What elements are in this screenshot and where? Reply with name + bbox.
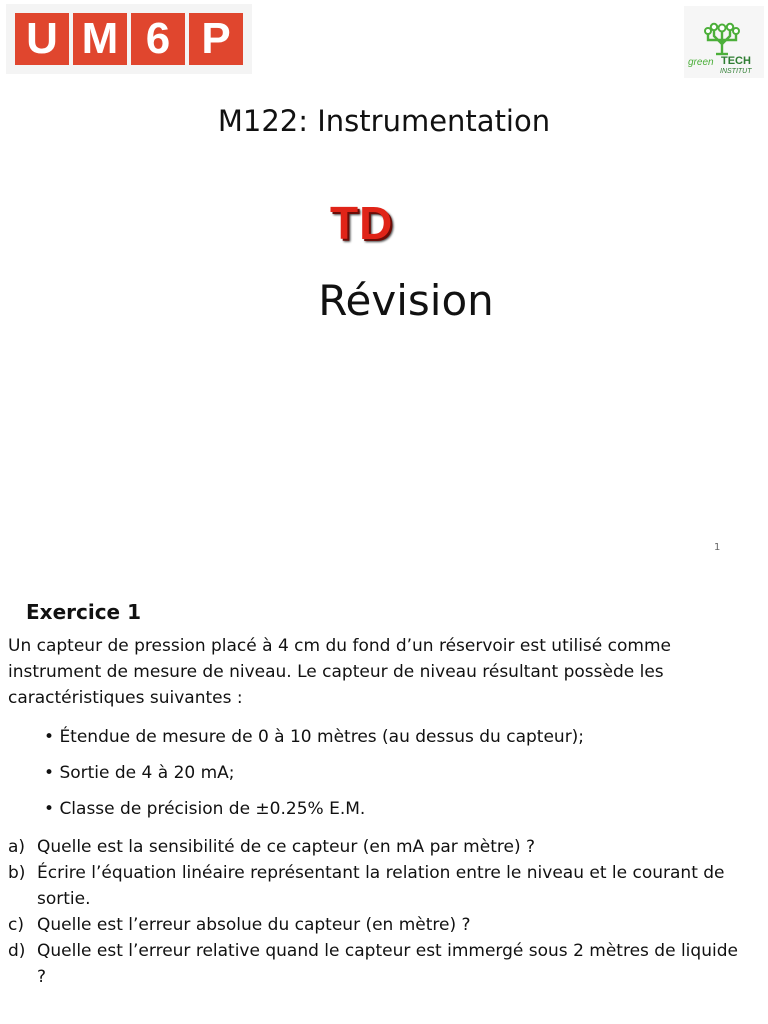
revision-subtitle: Révision [318,276,494,325]
questions-list [8,834,748,990]
question-label: a) [8,837,26,857]
question-item [8,834,748,860]
question-item [8,912,748,938]
logo-tech-text: TECH [721,55,751,67]
question-item [8,938,748,990]
logo-green-text: green [688,57,714,68]
question-label: b) [8,863,26,883]
logo-letter: M [73,13,127,65]
exercise-intro: Un capteur de pression placé à 4 cm du fond d’un réservoir est utilisé comme instrument de mesure de niveau. Le capteur de niveau résultant possède les caractéristiques suivantes : [8,636,671,708]
logo-letter: 6 [131,13,185,65]
list-item: • Sortie de 4 à 20 mA; [44,760,584,796]
um6p-logo [6,4,252,74]
question-label: c) [8,915,24,935]
question-label: d) [8,941,26,961]
circuit-tree-icon [684,6,764,78]
logo-letter: P [189,13,243,65]
question-text: Quelle est la sensibilité de ce capteur (en mA par mètre) ? [37,837,536,857]
list-item: • Classe de précision de ±0.25% E.M. [44,796,584,832]
td-label: TD [330,197,394,249]
question-item [8,860,748,912]
logo-letter: U [15,13,69,65]
exercise-title: Exercice 1 [26,600,141,624]
characteristics-list [44,724,584,832]
question-text: Écrire l’équation linéaire représentant la relation entre le niveau et le courant de sortie. [37,863,725,909]
logo-institut-text: INSTITUT [720,68,752,75]
greentech-logo [684,6,764,78]
question-text: Quelle est l’erreur relative quand le capteur est immergé sous 2 mètres de liquide ? [37,941,738,987]
list-item: • Étendue de mesure de 0 à 10 mètres (au dessus du capteur); [44,724,584,760]
question-text: Quelle est l’erreur absolue du capteur (en mètre) ? [37,915,471,935]
page-number: 1 [714,542,721,553]
course-title: M122: Instrumentation [217,104,551,138]
